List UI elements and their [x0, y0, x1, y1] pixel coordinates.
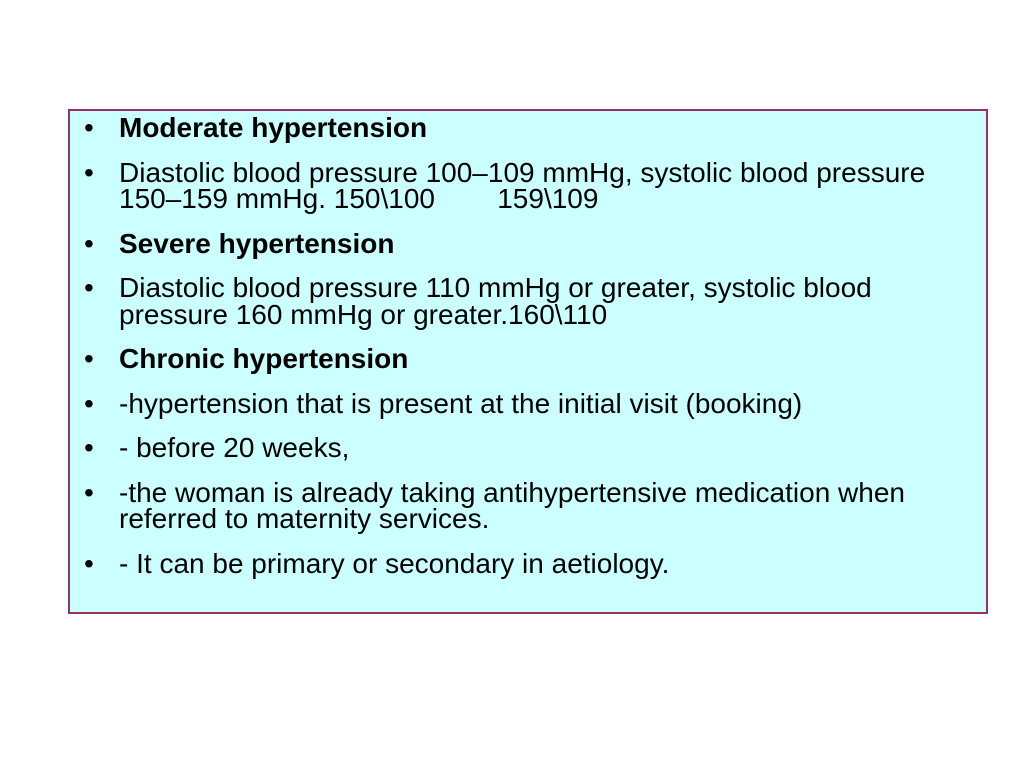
- bullet-icon: •: [84, 227, 94, 259]
- bullet-text: -hypertension that is present at the initial visit (booking): [119, 387, 803, 419]
- bullet-text: - before 20 weeks,: [119, 432, 350, 463]
- bullet-icon: •: [84, 343, 94, 374]
- bullet-item-moderate-values: [70, 156, 986, 214]
- bullet-icon: •: [84, 476, 94, 508]
- bullet-list: [70, 112, 986, 579]
- bullet-text: - It can be primary or secondary in aetiology.: [119, 547, 670, 579]
- bullet-heading: Moderate hypertension: [119, 112, 428, 143]
- bullet-icon: •: [84, 112, 94, 143]
- bullet-icon: •: [84, 432, 94, 463]
- bullet-item-severe-values: [70, 272, 986, 330]
- bullet-item-aetiology: [70, 547, 986, 579]
- bullet-icon: •: [84, 272, 94, 303]
- bullet-text-suffix: 159\109: [497, 183, 599, 214]
- bullet-item-initial-visit: [70, 387, 986, 419]
- bullet-heading: Chronic hypertension: [119, 343, 409, 374]
- bullet-heading: Severe hypertension: [119, 227, 395, 259]
- bullet-item-medication: [70, 476, 986, 534]
- bullet-text: Diastolic blood pressure 100–109 mmHg, systolic blood pressure 150–159 mmHg. 150\100: [119, 156, 926, 214]
- bullet-item-severe-hypertension: [70, 227, 986, 259]
- bullet-item-chronic-hypertension: [70, 343, 986, 374]
- bullet-icon: •: [84, 547, 94, 579]
- bullet-text: -the woman is already taking antihypertensive medication when referred to maternity services.: [119, 476, 905, 534]
- bullet-text: Diastolic blood pressure 110 mmHg or greater, systolic blood pressure 160 mmHg or greater.160\110: [119, 272, 872, 330]
- content-box: [68, 109, 988, 614]
- bullet-icon: •: [84, 156, 94, 188]
- bullet-icon: •: [84, 387, 94, 419]
- bullet-item-moderate-hypertension: [70, 112, 986, 143]
- bullet-item-before-20-weeks: [70, 432, 986, 463]
